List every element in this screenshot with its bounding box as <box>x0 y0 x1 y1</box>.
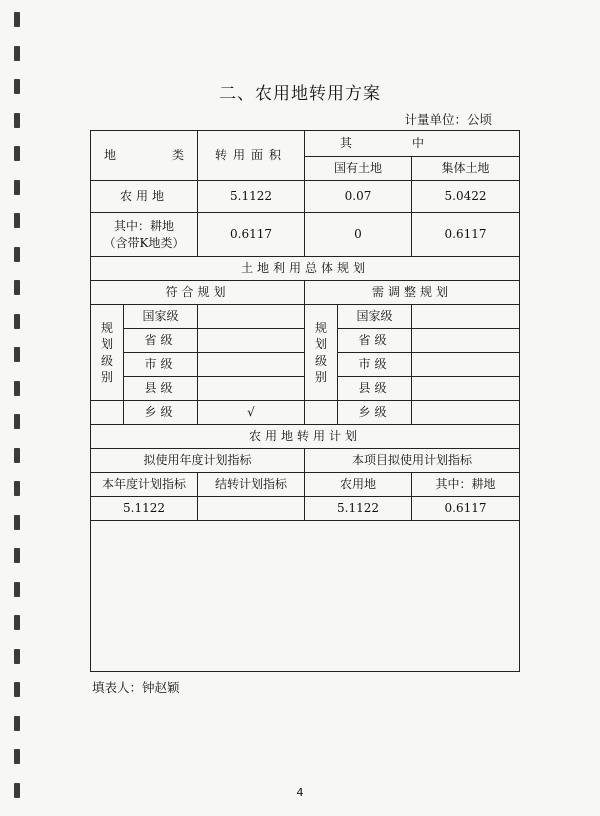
conform-level-national: 国家级 <box>124 305 198 329</box>
conform-level-city: 市级 <box>124 353 198 377</box>
adjust-level-province: 省级 <box>338 329 412 353</box>
binding-hole <box>14 213 20 228</box>
binding-hole <box>14 46 20 61</box>
val-proj-arable: 0.6117 <box>412 497 520 521</box>
adjust-level-township: 乡级 <box>338 401 412 425</box>
binding-hole <box>14 113 20 128</box>
binding-hole <box>14 12 20 27</box>
header-land-type: 地 类 <box>91 131 198 181</box>
conform-level-township: 乡级 <box>124 401 198 425</box>
conform-check-province <box>198 329 305 353</box>
binding-hole <box>14 247 20 262</box>
binding-hole <box>14 615 20 630</box>
conform-check-township: √ <box>198 401 305 425</box>
page-number: 4 <box>296 786 304 799</box>
adjust-level-city: 市级 <box>338 353 412 377</box>
conform-check-county <box>198 377 305 401</box>
binding-hole <box>14 347 20 362</box>
binding-hole <box>14 280 20 295</box>
conform-level-vertical: 规 划 级 别 <box>91 305 124 401</box>
page-title: 二、农用地转用方案 <box>219 84 381 104</box>
val-carryover <box>198 497 305 521</box>
header-state-land: 国有土地 <box>305 157 412 181</box>
conform-level-province: 省级 <box>124 329 198 353</box>
header-this-year: 本年度计划指标 <box>91 473 198 497</box>
header-adjust: 需调整规划 <box>305 281 520 305</box>
binding-hole <box>14 649 20 664</box>
adjust-check-county <box>412 377 520 401</box>
filler-label: 填表人：钟赵颖 <box>92 680 180 695</box>
adjust-level-blank <box>305 401 338 425</box>
row-agri-area: 5.1122 <box>198 181 305 213</box>
unit-label: 计量单位：公顷 <box>404 112 492 127</box>
row-arable-state: 0 <box>305 213 412 257</box>
row-agri-label: 农用地 <box>91 181 198 213</box>
adjust-check-city <box>412 353 520 377</box>
val-this-year: 5.1122 <box>91 497 198 521</box>
adjust-level-county: 县级 <box>338 377 412 401</box>
binding-hole <box>14 682 20 697</box>
header-proj-arable: 其中：耕地 <box>412 473 520 497</box>
header-of-which: 其中 <box>305 131 520 157</box>
binding-hole <box>14 515 20 530</box>
conform-check-city <box>198 353 305 377</box>
conform-check-national <box>198 305 305 329</box>
header-area: 转用面积 <box>198 131 305 181</box>
blank-area <box>91 521 520 672</box>
adjust-check-township <box>412 401 520 425</box>
binding-hole <box>14 146 20 161</box>
row-agri-state: 0.07 <box>305 181 412 213</box>
conform-level-blank <box>91 401 124 425</box>
header-carryover: 结转计划指标 <box>198 473 305 497</box>
binding-holes <box>14 0 24 816</box>
adjust-check-province <box>412 329 520 353</box>
header-collective-land: 集体土地 <box>412 157 520 181</box>
binding-hole <box>14 481 20 496</box>
binding-hole <box>14 582 20 597</box>
header-project-use: 本项目拟使用计划指标 <box>305 449 520 473</box>
adjust-check-national <box>412 305 520 329</box>
header-proj-agri: 农用地 <box>305 473 412 497</box>
binding-hole <box>14 448 20 463</box>
section-conversion-plan: 农用地转用计划 <box>91 425 520 449</box>
val-proj-agri: 5.1122 <box>305 497 412 521</box>
header-conform: 符合规划 <box>91 281 305 305</box>
row-arable-collective: 0.6117 <box>412 213 520 257</box>
conversion-table <box>90 130 520 672</box>
binding-hole <box>14 749 20 764</box>
header-planned-use: 拟使用年度计划指标 <box>91 449 305 473</box>
binding-hole <box>14 180 20 195</box>
binding-hole <box>14 381 20 396</box>
row-agri-collective: 5.0422 <box>412 181 520 213</box>
conform-level-county: 县级 <box>124 377 198 401</box>
section-land-use-plan: 土地利用总体规划 <box>91 257 520 281</box>
binding-hole <box>14 414 20 429</box>
row-arable-area: 0.6117 <box>198 213 305 257</box>
adjust-level-national: 国家级 <box>338 305 412 329</box>
adjust-level-vertical: 规 划 级 别 <box>305 305 338 401</box>
binding-hole <box>14 314 20 329</box>
row-arable-label: 其中：耕地 （含带K地类） <box>91 213 198 257</box>
binding-hole <box>14 548 20 563</box>
binding-hole <box>14 716 20 731</box>
